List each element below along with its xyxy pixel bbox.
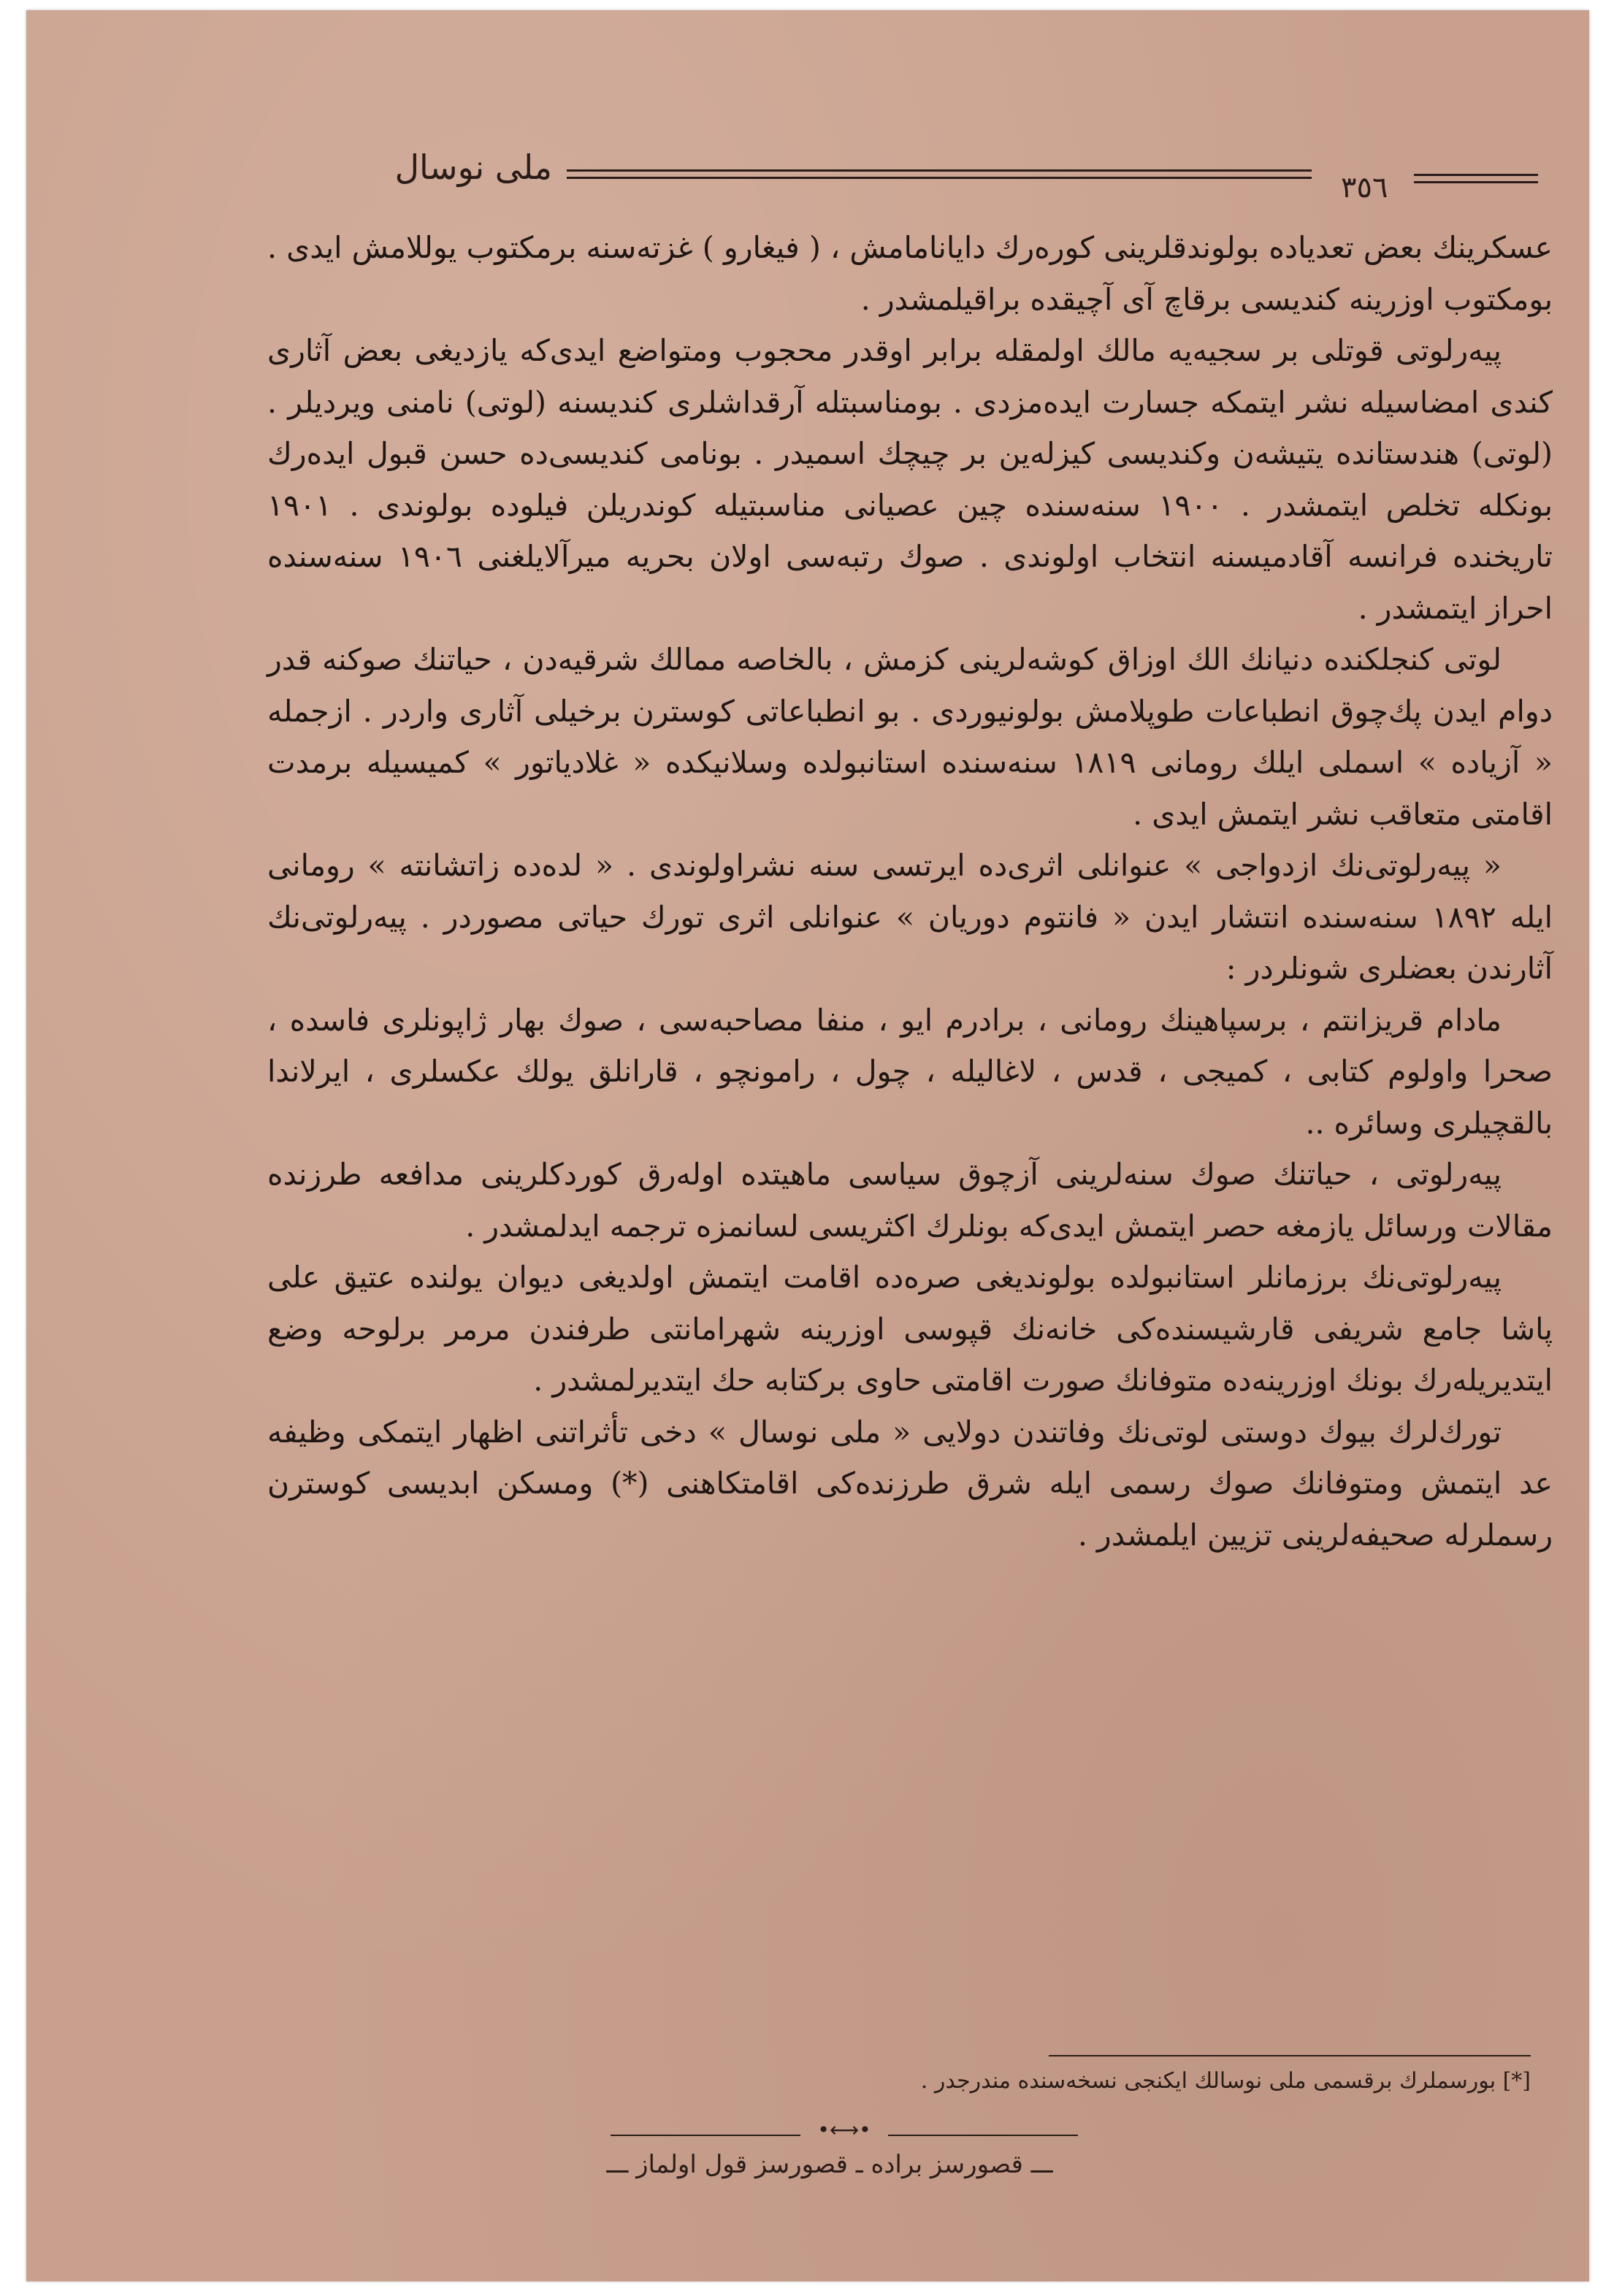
paragraph: پیه‌رلوتی ، حیاتنك صوك سنه‌لرینی آزچوق سیاسی ماهیتده اوله‌رق کوردکلرینی مدافعه طرزنده مقالات ورسائل یازمغه حصر ایتمش ایدی‌که بونلرك اکثریسی لسانمزه ترجمه ایدلمشدر . — [267, 1157, 1553, 1244]
page-header — [318, 142, 1545, 215]
paragraph: تورك‌لرك بیوك دوستی لوتی‌نك وفاتندن دولایی « ملی نوسال » دخی تأثراتنی اظهار ایتمکی وظیفه عد ایتمش ومتوفانك صوك رسمی ایله شرق طرزنده‌کی اقامتکاهنی (*) ومسکن ابدیسی کوسترن رسملرله صحیفه‌لرینی تزیین ایلمشدر . — [267, 1414, 1553, 1553]
footnote-rule — [1049, 2055, 1531, 2056]
paragraph: عسکرینك بعض تعدیاده بولوندقلرینی کوره‌رك دایانامامش ، ( فیغارو ) غزته‌سنه برمکتوب یوللامش ایدی . بومکتوب اوزرینه کندیسی برقاچ آی آچیقده براقیلمشدر . — [267, 230, 1553, 317]
paragraph: مادام قریزانتم ، برسپاهینك رومانی ، برادرم ایو ، منفا مصاحبه‌سی ، صوك بهار ژاپونلری فاسده ، صحرا واولوم کتابی ، کمیجی ، قدس ، لاغالیله ، چول ، رامونچو ، قارانلق یولك عکسلری ، ایرلاندا بالقچیلری وسائره .. — [267, 1002, 1553, 1141]
paragraph: پیه‌رلوتی قوتلی بر سجیه‌یه مالك اولمقله برابر اوقدر محجوب ومتواضع ایدی‌که یازدیغی بعض آثاری کندی امضاسیله نشر ایتمکه جسارت ایده‌مزدی . بومناسبتله آرقداشلری کندیسنه (لوتی) نامنی ویردیلر . (لوتی) هندستانده یتیشه‌ن وکندیسی کیزله‌ین بر چیچك اسمیدر . بونامی کندیسی‌ده حسن قبول ایده‌رك بونکله تخلص ایتمشدر . ۱۹۰۰ سنه‌سنده چین عصیانی مناسبتیله کوندریلن فیلوده بولوندی . ۱۹۰۱ تاریخنده فرانسه آقادمیسنه انتخاب اولوندی . صوك رتبه‌سی اولان بحریه میرآلایلغنی ۱۹۰٦ سنه‌سنده احراز ایتمشدر . — [267, 333, 1553, 626]
ornament-divider — [611, 2118, 1078, 2143]
ornament-line — [611, 2135, 800, 2136]
journal-title: ملی نوسال — [394, 148, 552, 187]
footnote: [*] بورسملرك برقسمی ملی نوسالك ایکنجی نسخه‌سنده مندرجدر . — [920, 2068, 1531, 2094]
document-page — [26, 10, 1589, 2281]
article-body — [267, 222, 1553, 1561]
ornament-line — [888, 2135, 1078, 2136]
motto: ـــ قصورسز براده ـ قصورسز قول اولماز ـــ — [606, 2150, 1053, 2179]
paragraph: « پیه‌رلوتی‌نك ازدواجی » عنوانلی اثری‌ده ایرتسی سنه نشراولوندی . « لده‌ده زاتشانته » رومانی ایله ۱۸۹۲ سنه‌سنده انتشار ایدن « فانتوم دوریان » عنوانلی اثری تورك حیاتی مصوردر . پیه‌رلوتی‌نك آثارندن بعضلری شونلردر : — [267, 848, 1553, 986]
paragraph: لوتی کنجلکنده دنیانك الك اوزاق کوشه‌لرینی کزمش ، بالخاصه ممالك شرقیه‌دن ، حیاتنك صوکنه قدر دوام ایدن پك‌چوق انطباعات طوپلامش بولونیوردی . بو انطباعاتی کوسترن برخیلی آثاری واردر . ازجمله « آزیاده » اسملی ایلك رومانی ۱۸۱۹ سنه‌سنده استانبولده وسلانیکده « غلادیاتور » کمیسیله برمدت اقامتی متعاقب نشر ایتمش ایدی . — [267, 642, 1553, 832]
header-rule — [567, 169, 1312, 172]
header-rule — [1414, 181, 1538, 183]
header-rule — [1414, 174, 1538, 176]
paragraph: پیه‌رلوتی‌نك برزمانلر استانبولده بولوندیغی صره‌ده اقامت ایتمش اولدیغی دیوان یولنده عتیق علی پاشا جامع شریفی قارشیسنده‌کی خانه‌نك قپوسی اوزرینه شهرامانتی طرفندن مرمر برلوحه وضع ایتدیریله‌رك بونك اوزرینه‌ده متوفانك صورت اقامتی حاوی برکتابه حك ایتدیرلمشدر . — [267, 1260, 1553, 1398]
header-rule — [567, 177, 1312, 179]
ornament-mark: •⟷• — [817, 2118, 871, 2142]
page-number: ٣٥٦ — [1341, 171, 1388, 204]
